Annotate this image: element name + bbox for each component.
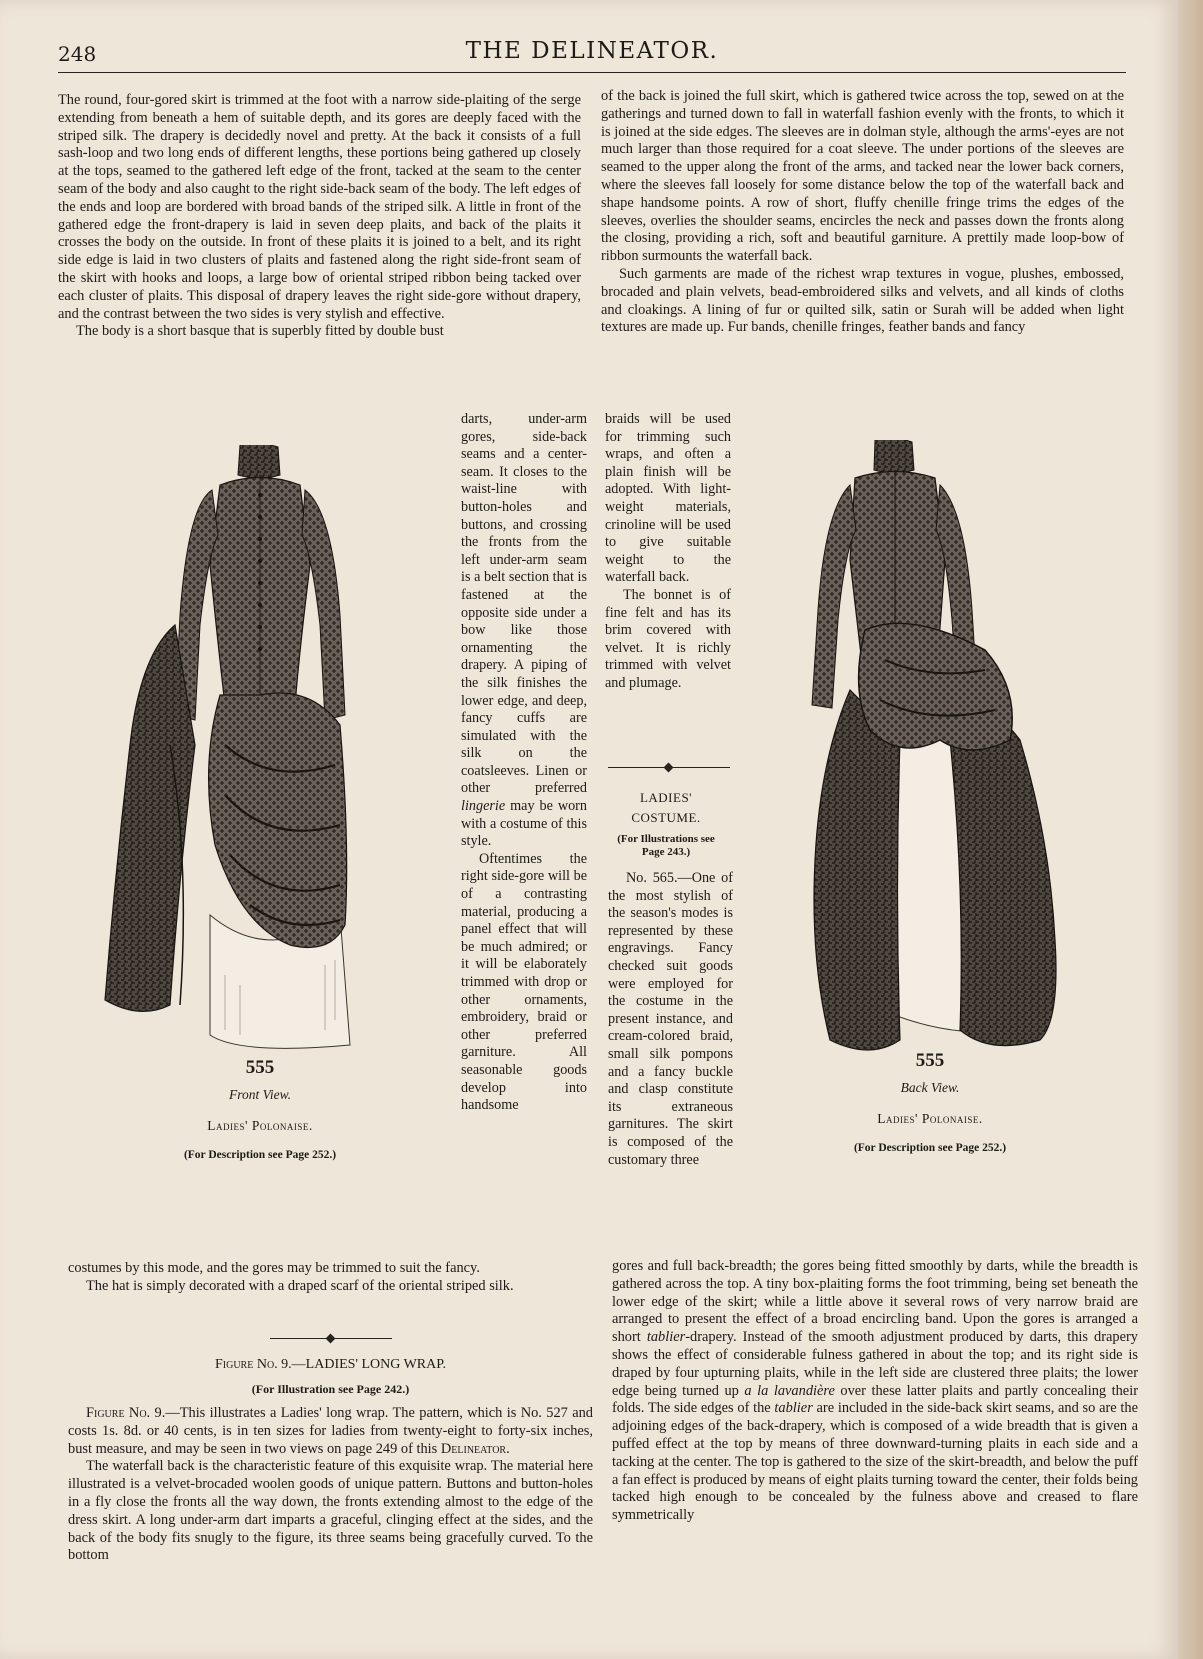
col1-narrow-text-a: darts, under-arm gores, side-back seams and a center-seam. It closes to the waist-line with button-holes and buttons, and crossing the fronts from the left under-arm seam is a belt section that is fastened at the opposite side under a bow like those ornamenting the drapery. A piping of the silk finishes the lower edge, and deep, fancy cuffs are simulated with the silk on the coatsleeves. Linen or other preferred — [461, 411, 587, 797]
col2-tablier-word-2: tablier — [774, 1400, 813, 1417]
col2-after-text-c: over these latter plaits and partly concealing their folds. The side edges of the — [612, 1382, 1138, 1417]
col1-hat-paragraph: The hat is simply decorated with a draped scarf of the oriental striped silk. — [86, 1277, 514, 1294]
fig9-heading — [68, 1357, 593, 1373]
divider-ornament-left — [326, 1334, 336, 1344]
costume-heading: LADIES' COSTUME. — [631, 790, 701, 825]
page-edge — [1178, 0, 1203, 1659]
back-figure-title: Ladies' Polonaise. — [877, 1111, 983, 1126]
page-title: THE DELINEATOR. — [465, 38, 719, 64]
col1-narrow-paragraph-1 — [461, 411, 587, 851]
fig9-subheading: (For Illustration see Page 242.) — [251, 1382, 410, 1396]
fig9-heading-label: Figure No. 9. — [215, 1357, 292, 1372]
front-view-caption — [140, 1057, 380, 1161]
back-figure-reference: (For Description see Page 252.) — [853, 1142, 1007, 1154]
back-view-illustration — [790, 440, 1100, 1070]
col1-narrow-text — [461, 411, 587, 1115]
front-figure-reference: (For Description see Page 252.) — [183, 1149, 337, 1161]
fig9-paragraph-text: —This illustrates a Ladies' long wrap. The pattern, which is No. 527 and costs 1s. 8d. or 40 cents, is in ten sizes for ladies from twenty-eight to forty-six inches, bust measure, and may be seen in two views on page 249 of this — [68, 1405, 593, 1457]
fig9-paragraph-end: Delineator. — [440, 1440, 510, 1457]
fig9-paragraph-2: The waterfall back is the characteristic feature of this exquisite wrap. The material here illustrated is a velvet-brocaded woolen goods of unique pattern. Buttons and button-holes in a fly close the fronts all the way down, the fronts extending almost to the edge of the dress skirt. A long under-arm dart imparts a graceful, clinging effect at the sides, and the back of the body fits snugly to the figure, its three seams being gracefully curved. To the bottom — [68, 1458, 593, 1564]
col2-bonnet-paragraph: The bonnet is of fine felt and has its brim covered with velvet. It is richly trimmed with velvet and plumage. — [605, 586, 731, 691]
col2-narrow-text — [605, 411, 731, 693]
col1-text-top — [58, 92, 581, 341]
fig9-paragraph-label: Figure No. 9. — [86, 1405, 166, 1421]
front-figure-title: Ladies' Polonaise. — [207, 1118, 313, 1133]
page-header — [58, 36, 1126, 73]
back-view-caption — [800, 1050, 1060, 1154]
costume-paragraph: No. 565.—One of the most stylish of the season's modes is represented by these engravings. Fancy checked suit goods were employed for the costume in the present instance, and cream-colored braid, small silk pompons and a fancy buckle and clasp constitute its extraneous garnitures. The skirt is composed of the customary three — [608, 870, 733, 1168]
col1-narrow-italic: lingerie — [461, 798, 506, 815]
col2-narrow-paragraph-1: braids will be used for trimming such wraps, and often a plain finish will be adopted. With light-weight materials, crinoline will be used to give suitable weight to the waterfall back. — [605, 411, 731, 586]
col2-costume-text — [608, 870, 733, 1169]
col1-paragraph-1: The round, four-gored skirt is trimmed at the foot with a narrow side-plaiting of the serge extending from beneath a hem of suitable depth, and its gores are deeply faced with the striped silk. The drapery is decidedly novel and pretty. At the back it consists of a full sash-loop and two long ends of different lengths, these portions being gathered up closely at the tops, seamed to the gathered left edge of the front, tacked at the seam to the center seam of the body and also caught to the right side-back seam of the body. The left edges of the ends and loop are bordered with broad bands of the striped silk. A little in front of the gathered edge the front-drapery is laid in seven deep plaits, and back of the plaits it crosses the body on the outside. In front of these plaits it is joined to a belt, and its right side edge is laid in two clusters of plaits and fastened along the right side-front seam of the skirt with hooks and loops, a large bow of oriental striped ribbon being tacked over each cluster of plaits. This disposal of drapery leaves the right side-gore without drapery, and the contrast between the two sides is very stylish and effective. — [58, 92, 581, 322]
back-figure-number: 555 — [915, 1050, 945, 1071]
page-number: 248 — [58, 42, 97, 66]
divider-ornament-right — [664, 763, 674, 773]
back-view-label: Back View. — [900, 1080, 960, 1095]
col2-text-top — [601, 88, 1124, 337]
col1-fig9-text — [68, 1405, 593, 1565]
fig9-heading-title: —LADIES' LONG WRAP. — [291, 1357, 446, 1372]
col1-paragraph-2: The body is a short basque that is superbly fitted by double bust — [76, 323, 444, 340]
col1-after-figure-paragraph: costumes by this mode, and the gores may be trimmed to suit the fancy. — [68, 1260, 480, 1276]
col2-after-text-b: -drapery. Instead of the smooth adjustment produced by darts, this drapery shows the effect of considerable fulness gathered in about the top; and its right side is draped by four upturning plaits, while in the left side are clustered three plaits; the lower edge being turned up — [612, 1329, 1138, 1399]
col1-narrow-paragraph-2: Oftentimes the right side-gore will be of a contrasting material, producing a panel effect that will be much admired; or it will be elaborately trimmed with drop or other ornaments, embroidery, braid or other preferred garniture. All seasonable goods develop into handsome — [461, 850, 587, 1114]
front-view-label: Front View. — [229, 1087, 291, 1102]
col2-after-figure-paragraph — [612, 1258, 1138, 1525]
col2-text-after-figure — [612, 1258, 1138, 1525]
col2-tablier-word-1: tablier — [646, 1329, 686, 1346]
col1-text-after-figure — [68, 1260, 593, 1296]
col2-after-text-a: gores and full back-breadth; the gores being fitted smoothly by darts, while the breadth is gathered across the top. A tiny box-plaiting forms the foot trimming, being set beneath the lower edge of the skirt; while a little above it several rows of very narrow braid are arranged to present the effect of a broad encircling band. Upon the gores is arranged a short — [612, 1258, 1138, 1346]
front-view-illustration — [100, 445, 380, 1075]
fig9-paragraph-1 — [68, 1405, 593, 1458]
col1-narrow-text-b: may be worn with a costume of this style. — [461, 798, 588, 850]
col2-after-text-d: are included in the side-back skirt seams, and so are the adjoining edges of the back-drapery, which is composed of a wide breadth that is given a puffed effect at the top by means of three downward-turning plaits in each side and a tacking at the center. The top is gathered to the size of the skirt-breadth, and below the puff a fan effect is produced by means of eight plaits turning toward the center, their folds being tacked high enough to be concealed by the fulness above and creased to flare symmetrically — [612, 1400, 1138, 1524]
costume-subheading: (For Illustrations see Page 243.) — [617, 833, 715, 858]
front-figure-number: 555 — [245, 1057, 275, 1078]
col2-paragraph-1: of the back is joined the full skirt, which is gathered twice across the top, sewed on at the gatherings and turned down to fall in waterfall fashion evenly with the fronts, to which it is joined at the side edges. The sleeves are in dolman style, although the arms'-eyes are not much larger than those required for a coat sleeve. The under portions of the sleeves are seamed to the upper along the front of the arms, and tacked near the lower back corners, where the sleeves fall loosely for some distance below the top of the waterfall back and shape handsome points. A row of short, fluffy chenille fringe trims the edges of the sleeves, overlies the shoulder seams, encircles the neck and passes down the fronts along the closing, providing a rich, soft and beautiful garniture. A prettily made loop-bow of ribbon surmounts the waterfall back. — [601, 88, 1124, 265]
col2-paragraph-2: Such garments are made of the richest wrap textures in vogue, plushes, embossed, brocaded and plain velvets, bead-embroidered silks and velvets, and all kinds of cloths and cloakings. A lining of fur or quilted silk, satin or Surah will be added when light textures are made up. Fur bands, chenille fringes, feather bands and fancy — [601, 265, 1124, 336]
col2-lavandiere-phrase: a la lavandière — [744, 1382, 835, 1399]
